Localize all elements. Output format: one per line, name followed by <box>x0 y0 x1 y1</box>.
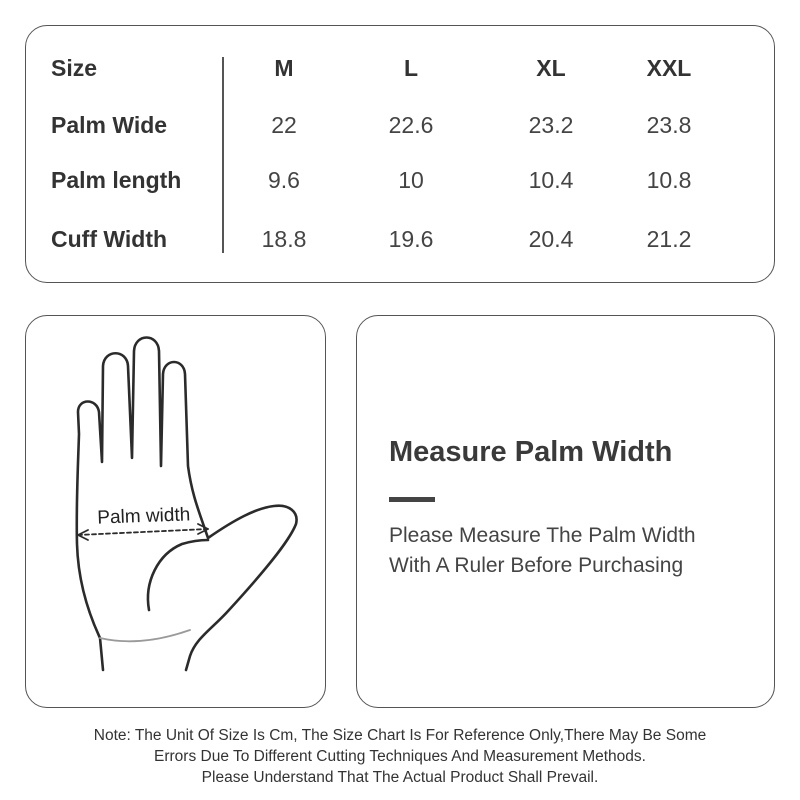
table-cell: 10.8 <box>646 167 692 193</box>
title-underline <box>389 497 435 502</box>
table-cell: 10 <box>398 167 424 193</box>
note-line-1: Note: The Unit Of Size Is Cm, The Size Chart Is For Reference Only,There May Be Some <box>93 727 707 744</box>
hand-outline-icon <box>26 316 325 707</box>
table-cell: 18.8 <box>261 226 307 252</box>
table-row-palm-wide <box>26 110 774 140</box>
note-line-3: Please Understand That The Actual Product Shall Prevail. <box>201 769 599 786</box>
description-line-2: With A Ruler Before Purchasing <box>389 554 684 577</box>
column-divider <box>222 57 224 253</box>
size-header-row <box>26 53 774 83</box>
palm-width-label: Palm width <box>97 504 191 529</box>
info-description <box>389 521 759 581</box>
info-title: Measure Palm Width <box>389 436 673 468</box>
table-cell: 21.2 <box>646 226 692 252</box>
size-header-label: Size <box>51 55 98 81</box>
table-cell: 22.6 <box>388 112 434 138</box>
row-label: Palm length <box>51 167 182 193</box>
size-xl-header: XL <box>536 55 566 81</box>
hand-diagram-card <box>25 315 326 708</box>
size-m-header: M <box>274 55 294 81</box>
table-cell: 9.6 <box>268 167 300 193</box>
size-xxl-header: XXL <box>646 55 692 81</box>
table-cell: 20.4 <box>528 226 574 252</box>
table-cell: 23.8 <box>646 112 692 138</box>
description-line-1: Please Measure The Palm Width <box>389 524 696 547</box>
row-label: Palm Wide <box>51 112 168 138</box>
note-line-2: Errors Due To Different Cutting Techniques And Measurement Methods. <box>154 748 646 765</box>
table-cell: 22 <box>271 112 297 138</box>
table-cell: 23.2 <box>528 112 574 138</box>
size-chart-card <box>25 25 775 283</box>
note-text <box>10 725 790 788</box>
table-row-cuff-width <box>26 224 774 254</box>
table-cell: 19.6 <box>388 226 434 252</box>
row-label: Cuff Width <box>51 226 168 252</box>
info-card <box>356 315 775 708</box>
size-l-header: L <box>403 55 419 81</box>
table-cell: 10.4 <box>528 167 574 193</box>
table-row-palm-length <box>26 165 774 195</box>
